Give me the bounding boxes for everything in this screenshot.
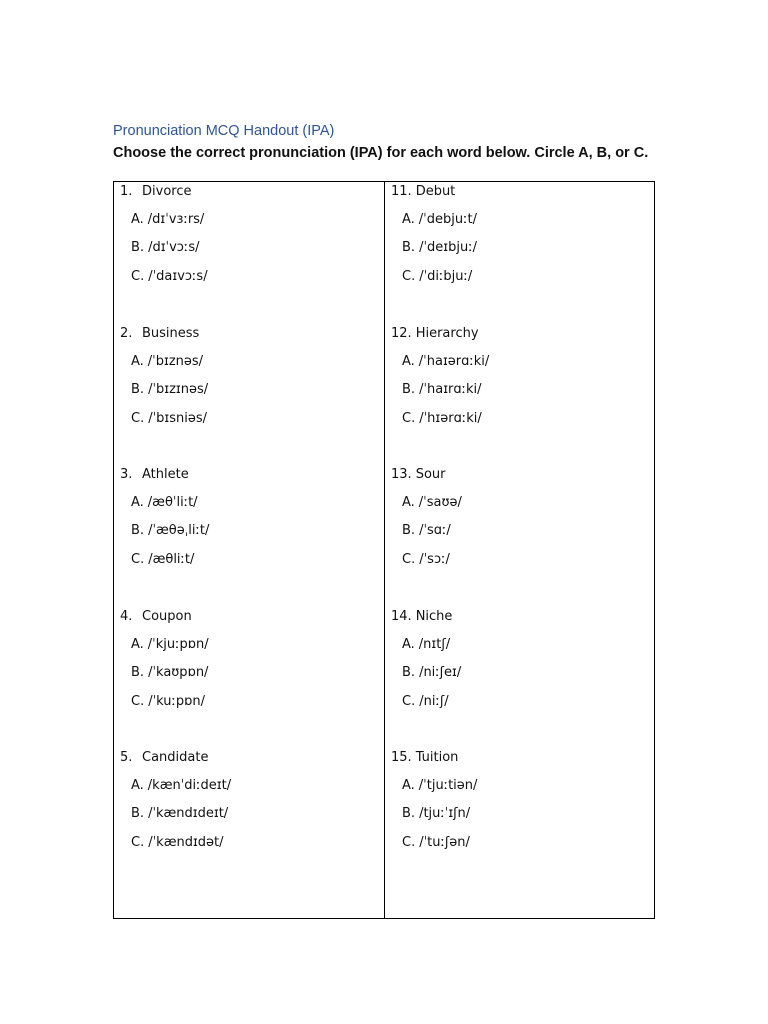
answer-option[interactable]: [402, 268, 472, 286]
option-ipa: /ˈkændɪdət/: [148, 835, 224, 850]
option-ipa: /dɪˈvɔːs/: [148, 240, 200, 255]
option-letter: B.: [402, 806, 416, 821]
option-ipa: /ˈæθəˌliːt/: [148, 523, 210, 538]
option-ipa: /ˈbɪznəs/: [147, 353, 204, 369]
questions-table: [113, 181, 655, 919]
answer-option[interactable]: [402, 551, 450, 569]
option-ipa: /ˈdeɪbjuː/: [419, 240, 477, 255]
question-number: 5.: [120, 750, 133, 765]
option-ipa: /niːʃ/: [419, 693, 449, 709]
option-ipa: /æθliːt/: [148, 552, 195, 567]
question-word: Hierarchy: [415, 325, 479, 341]
answer-option[interactable]: [402, 805, 470, 823]
handout-heading: Pronunciation MCQ Handout (IPA): [113, 123, 335, 139]
option-ipa: /nɪtʃ/: [418, 636, 451, 652]
option-ipa: /ˈhaɪrɑːki/: [419, 381, 482, 397]
option-ipa: /ˈdiːbjuː/: [419, 269, 473, 284]
question-word-line: [120, 608, 192, 626]
question-word: Sour: [415, 467, 446, 482]
option-letter: C.: [402, 552, 416, 567]
question-number: 11.: [391, 184, 412, 199]
question-number: 2.: [120, 325, 133, 341]
question-number: 15.: [391, 750, 412, 765]
answer-option[interactable]: [402, 381, 482, 399]
option-letter: A.: [402, 778, 415, 793]
question-item: [391, 324, 651, 466]
option-letter: C.: [131, 410, 145, 426]
answer-option[interactable]: [402, 239, 477, 257]
option-ipa: /kænˈdiːdeɪt/: [147, 778, 232, 793]
option-letter: B.: [131, 381, 145, 397]
answer-option[interactable]: [402, 777, 477, 795]
answer-option[interactable]: [131, 353, 203, 371]
option-letter: A.: [131, 778, 144, 793]
question-number: 3.: [120, 467, 133, 482]
question-word: Tuition: [415, 750, 459, 765]
answer-option[interactable]: [402, 664, 461, 682]
option-ipa: /ˈkuːpɒn/: [148, 693, 206, 709]
option-letter: A.: [131, 495, 144, 510]
option-letter: A.: [131, 212, 144, 227]
question-word-line: [120, 183, 191, 201]
instructions-text: Choose the correct pronunciation (IPA) for each word below. Circle A, B, or C.: [113, 145, 649, 161]
question-word-line: [120, 749, 208, 767]
option-letter: C.: [131, 269, 145, 284]
answer-option[interactable]: [402, 211, 477, 229]
option-letter: A.: [402, 636, 415, 652]
question-number: 12.: [391, 325, 412, 341]
answer-option[interactable]: [131, 551, 194, 569]
question-item: [120, 465, 380, 607]
question-item: [120, 182, 380, 324]
option-letter: C.: [131, 552, 145, 567]
right-column: [391, 182, 651, 890]
answer-option[interactable]: [131, 636, 209, 654]
option-letter: C.: [131, 693, 145, 709]
answer-option[interactable]: [131, 693, 205, 711]
answer-option[interactable]: [131, 211, 204, 229]
answer-option[interactable]: [402, 494, 462, 512]
option-ipa: /ˈtjuːtiən/: [418, 778, 478, 793]
answer-option[interactable]: [131, 410, 207, 428]
option-letter: B.: [131, 664, 145, 680]
answer-option[interactable]: [402, 693, 449, 711]
option-ipa: /ˈdaɪvɔːs/: [148, 269, 208, 284]
option-letter: A.: [402, 353, 415, 369]
question-word: Athlete: [142, 467, 189, 482]
option-ipa: /ˈdebjuːt/: [418, 212, 477, 227]
option-ipa: /tjuːˈɪʃn/: [419, 806, 471, 821]
option-ipa: /niːʃeɪ/: [419, 664, 462, 680]
question-number: 4.: [120, 608, 133, 624]
question-item: [391, 748, 651, 890]
answer-option[interactable]: [402, 636, 450, 654]
question-word: Divorce: [142, 184, 192, 199]
option-letter: B.: [402, 664, 416, 680]
option-letter: A.: [402, 212, 415, 227]
option-ipa: /ˈkaʊpɒn/: [148, 664, 209, 680]
question-word: Candidate: [142, 750, 209, 765]
answer-option[interactable]: [131, 494, 198, 512]
question-item: [391, 607, 651, 749]
option-ipa: /ˈhaɪərɑːki/: [418, 353, 490, 369]
answer-option[interactable]: [402, 353, 489, 371]
option-ipa: /ˈkjuːpɒn/: [147, 636, 209, 652]
question-word-line: [391, 749, 458, 767]
option-letter: C.: [402, 269, 416, 284]
question-number: 1.: [120, 184, 133, 199]
question-word: Coupon: [142, 608, 192, 624]
answer-option[interactable]: [131, 268, 208, 286]
option-letter: A.: [131, 353, 144, 369]
answer-option[interactable]: [402, 522, 451, 540]
question-word-line: [391, 183, 455, 201]
answer-option[interactable]: [402, 410, 482, 428]
question-word: Niche: [415, 608, 453, 624]
option-ipa: /ˈhɪərɑːki/: [419, 410, 482, 426]
option-ipa: /æθˈliːt/: [147, 495, 198, 510]
option-letter: B.: [131, 240, 145, 255]
answer-option[interactable]: [131, 805, 228, 823]
question-word-line: [391, 466, 445, 484]
answer-option[interactable]: [131, 522, 209, 540]
option-letter: B.: [131, 523, 145, 538]
option-ipa: /ˈbɪzɪnəs/: [148, 381, 209, 397]
question-number: 14.: [391, 608, 412, 624]
option-letter: A.: [402, 495, 415, 510]
answer-option[interactable]: [131, 664, 208, 682]
answer-option[interactable]: [131, 239, 199, 257]
answer-option[interactable]: [131, 834, 224, 852]
answer-option[interactable]: [131, 777, 231, 795]
option-ipa: /ˈkændɪdeɪt/: [148, 806, 229, 821]
option-ipa: /ˈsaʊə/: [418, 495, 462, 510]
question-item: [391, 465, 651, 607]
question-item: [391, 182, 651, 324]
question-item: [120, 607, 380, 749]
answer-option[interactable]: [402, 834, 470, 852]
option-letter: B.: [402, 381, 416, 397]
question-item: [120, 324, 380, 466]
option-letter: B.: [402, 240, 416, 255]
option-letter: B.: [402, 523, 416, 538]
answer-option[interactable]: [131, 381, 208, 399]
question-word: Business: [142, 325, 200, 341]
left-column: [120, 182, 380, 890]
option-letter: C.: [402, 835, 416, 850]
question-word: Debut: [415, 184, 456, 199]
option-ipa: /ˈsɑː/: [419, 523, 451, 538]
option-ipa: /ˈtuːʃən/: [419, 835, 470, 850]
question-number: 13.: [391, 467, 412, 482]
option-letter: C.: [402, 693, 416, 709]
question-word-line: [391, 608, 452, 626]
option-letter: C.: [131, 835, 145, 850]
question-item: [120, 748, 380, 890]
question-word-line: [391, 325, 479, 343]
option-ipa: /ˈbɪsniəs/: [148, 410, 208, 426]
option-letter: C.: [402, 410, 416, 426]
option-ipa: /dɪˈvɜːrs/: [147, 212, 205, 227]
question-word-line: [120, 466, 189, 484]
option-letter: A.: [131, 636, 144, 652]
option-ipa: /ˈsɔː/: [419, 552, 450, 567]
column-divider: [384, 182, 385, 918]
option-letter: B.: [131, 806, 145, 821]
question-word-line: [120, 325, 199, 343]
